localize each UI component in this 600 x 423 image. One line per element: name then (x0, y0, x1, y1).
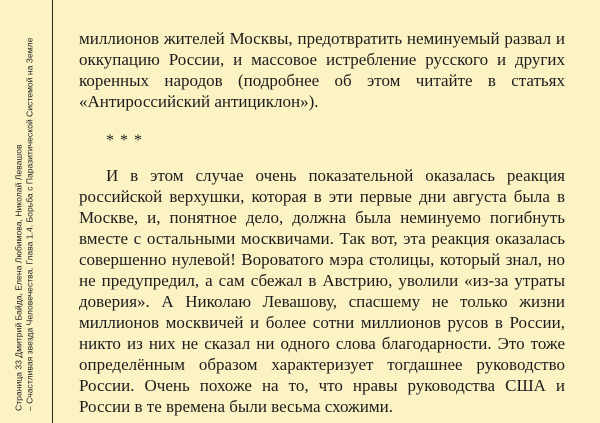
section-separator: * * * (106, 132, 143, 149)
sidebar-line-book-chapter: – Счастливая звезда Человечества. Глава 1.4. Борьба с Паразитической Системой на Земле (24, 37, 34, 411)
paragraph-1: миллионов жителей Москвы, предотвратить неминуемый развал и оккупацию России, и массовое истребление русского и других коренных народов (подробнее об этом читайте в статьях «Антироссийский антициклон»). (79, 29, 565, 111)
page-sidebar (0, 0, 48, 423)
margin-rule (52, 0, 53, 423)
sidebar-caption (14, 11, 35, 411)
main-text (79, 28, 565, 417)
paragraph-2: И в этом случае очень показательной оказалась реакция российской верхушки, которая в эти первые дни августа была в Москве, и, понятное дело, должна была неминуемо погибнуть вместе с остальными москвичами. Так вот, эта реакция оказалась совершенно нулевой! Вороватого мэра столицы, который знал, но не предупредил, а сам сбежал в Австрию, уволили «из-за утраты доверия». А Николаю Левашову, спасшему не только жизни миллионов москвичей и более сотни миллионов русов в России, никто из них не сказал ни одного слова благодарности. Это тоже определённым образом характеризует тогдашнее руководство России. Очень похоже на то, что нравы руководства США и России в те времена были весьма схожими. (79, 166, 565, 416)
sidebar-line-page-authors: Страница 33 Дмитрий Байда, Елена Любимова, Николай Левашов (13, 144, 24, 411)
